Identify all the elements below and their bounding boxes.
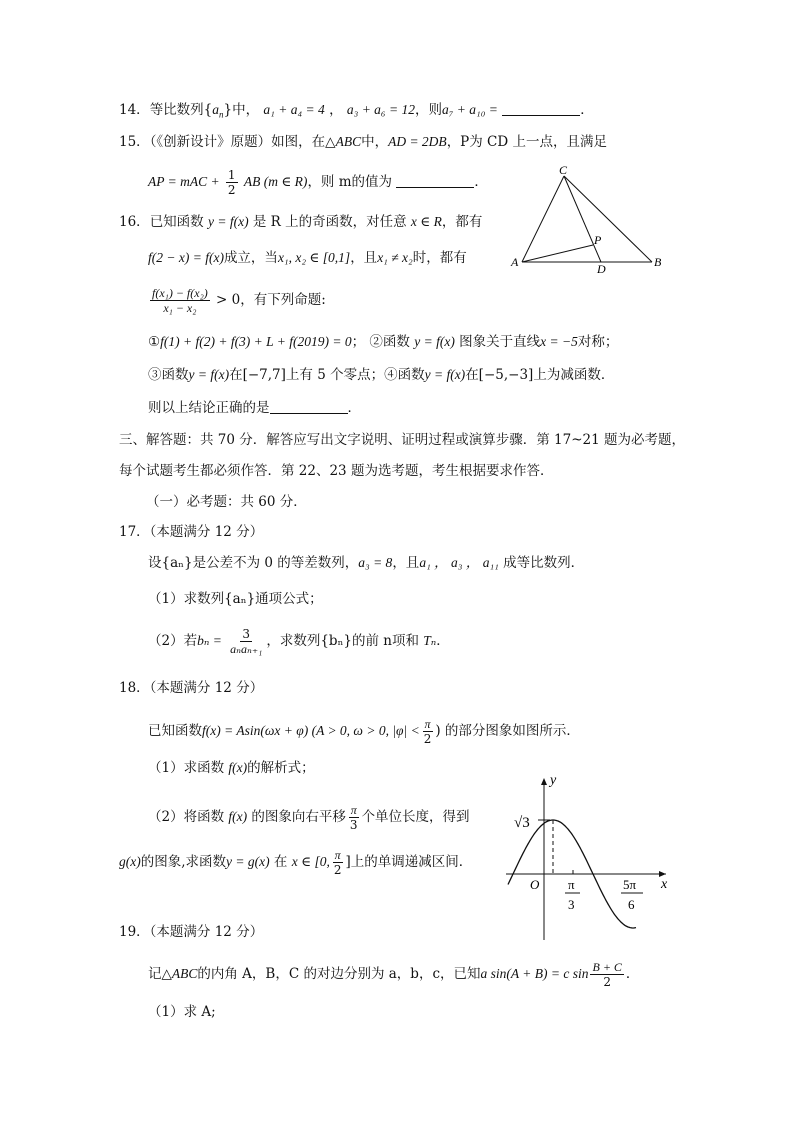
text: > 0，有下列命题: bbox=[216, 292, 326, 308]
math: f(2 − x) = f(x) bbox=[148, 250, 224, 265]
text: ． bbox=[474, 174, 488, 190]
math: y = f(x) bbox=[207, 214, 249, 229]
label-a: A bbox=[511, 255, 519, 269]
text: 在[−7,7]上有 5 个零点；④函数 bbox=[229, 367, 425, 383]
denominator: aₙaₙ₊₁ bbox=[230, 642, 263, 656]
label-pi: π bbox=[568, 877, 575, 892]
problem-17-head: 17．（本题满分 12 分） bbox=[119, 524, 264, 540]
problem-16-line4 bbox=[148, 332, 618, 352]
text: 时，都有 bbox=[412, 250, 467, 266]
text: 图象关于直线 bbox=[459, 334, 541, 350]
math: bₙ = bbox=[197, 633, 222, 648]
text: ． bbox=[625, 966, 640, 982]
answer-blank[interactable] bbox=[270, 399, 348, 414]
numerator: 1 bbox=[227, 168, 236, 182]
text: ． bbox=[436, 633, 450, 649]
problem-18-head: 18．（本题满分 12 分） bbox=[119, 680, 264, 696]
numerator: π bbox=[424, 717, 431, 731]
math: x ∈ R bbox=[410, 214, 442, 229]
math: g(x) bbox=[119, 854, 141, 869]
numerator: B + C bbox=[592, 960, 622, 974]
problem-18-line3 bbox=[119, 846, 472, 878]
math: ABC bbox=[171, 966, 198, 981]
text: 设{aₙ}是公差不为 0 的等差数列， bbox=[148, 555, 359, 571]
text: ，则 m的值为 bbox=[307, 174, 393, 190]
text: ，且 bbox=[392, 555, 420, 571]
label-b: B bbox=[654, 255, 662, 269]
text: 对称； bbox=[577, 334, 619, 350]
problem-18-q2 bbox=[148, 801, 470, 833]
math: x = −5 bbox=[540, 334, 578, 349]
text: ，都有 bbox=[441, 214, 483, 230]
math: a₃ + a₆ = 12 bbox=[346, 102, 415, 117]
fraction-pi-3 bbox=[348, 803, 360, 832]
math: y = f(x) bbox=[414, 334, 455, 349]
text: ]上的单调递减区间． bbox=[345, 854, 473, 870]
text: 记△ bbox=[148, 966, 172, 982]
text: ，求数列{bₙ}的前 n项和 bbox=[266, 633, 419, 649]
text: ③函数 bbox=[148, 367, 189, 383]
difference-quotient bbox=[150, 286, 210, 315]
text: ，则 bbox=[414, 102, 442, 118]
problem-19-head: 19．（本题满分 12 分） bbox=[119, 924, 264, 940]
section-3-line1: 三、解答题：共 70 分．解答应写出文字说明、证明过程或演算步骤．第 17~21 题为必考题， bbox=[119, 432, 686, 448]
problem-15 bbox=[119, 132, 607, 152]
text: （2）若 bbox=[148, 633, 198, 649]
text: 的解析式； bbox=[247, 760, 315, 776]
math: x₁, x₂ ∈ [0,1] bbox=[277, 250, 351, 265]
text: 则以上结论正确的是 bbox=[148, 400, 270, 416]
y-axis-arrow-icon bbox=[541, 778, 547, 785]
label-y: y bbox=[550, 773, 557, 788]
text: 个单位长度，得到 bbox=[361, 809, 470, 825]
problem-number: 16． bbox=[119, 214, 150, 230]
triangle-figure bbox=[508, 160, 668, 275]
text: （《创新设计》原题）如图，在△ bbox=[149, 134, 336, 150]
denominator: 2 bbox=[423, 732, 432, 746]
fraction-pi-2 bbox=[332, 848, 344, 877]
text: 中， bbox=[361, 134, 389, 150]
numerator: π bbox=[334, 848, 341, 862]
math: ABC bbox=[335, 134, 362, 149]
problem-14: 14．等比数列$\{a_n\}$中， a₁ + a₄ = 4 ， a₃ + a₆ = 12，则a₇ + a₁₀ = ． bbox=[119, 102, 594, 120]
math: f(1) + f(2) + f(3) + L + f(2019) = 0 bbox=[160, 334, 352, 349]
math: f(x) = Asin(ωx + φ) (A > 0, ω > 0, |φ| < bbox=[202, 723, 420, 738]
text: ① bbox=[148, 334, 161, 350]
numerator: 3 bbox=[242, 627, 251, 641]
vector-expression: AD = 2DB bbox=[388, 134, 447, 149]
text: ． bbox=[580, 102, 594, 118]
text: ，P为 CD 上一点，且满足 bbox=[446, 134, 608, 150]
text: ，且 bbox=[350, 250, 378, 266]
math: Tₙ bbox=[423, 633, 437, 648]
label-p: P bbox=[594, 233, 602, 247]
label-origin: O bbox=[530, 877, 540, 892]
answer-blank[interactable] bbox=[502, 101, 580, 116]
text: 已知函数 bbox=[149, 214, 204, 230]
math: y = g(x) bbox=[226, 854, 270, 869]
text: 的内角 A，B，C 的对边分别为 a，b，c，已知 bbox=[197, 966, 481, 982]
label-c: C bbox=[559, 163, 568, 177]
problem-number: 14． bbox=[119, 102, 150, 118]
math: $a_n$ bbox=[212, 102, 224, 120]
problem-number: 15． bbox=[119, 134, 150, 150]
math: a sin(A + B) = c sin bbox=[480, 966, 589, 981]
text: （1）求函数 bbox=[148, 760, 225, 776]
label-6: 6 bbox=[628, 897, 635, 912]
text: ) 的部分图象如图所示． bbox=[435, 723, 580, 739]
math: a₇ + a₁₀ = bbox=[441, 102, 498, 117]
math: x₁ ≠ x₂ bbox=[377, 250, 413, 265]
fraction-half bbox=[226, 168, 238, 197]
text: 在[−5,−3]上为减函数． bbox=[465, 367, 615, 383]
problem-16 bbox=[119, 212, 482, 232]
vector-expression: AP = mAC + bbox=[148, 174, 220, 189]
numerator: π bbox=[350, 803, 357, 817]
math: a₁ + a₄ = 4 bbox=[263, 102, 325, 117]
text: 在 bbox=[273, 854, 288, 870]
fraction-bc-2 bbox=[590, 960, 623, 989]
text: ． bbox=[347, 400, 361, 416]
segment-ac bbox=[522, 176, 564, 262]
label-sqrt3: √3 bbox=[514, 815, 530, 831]
denominator: x₁ − x₂ bbox=[163, 301, 197, 315]
denominator: 2 bbox=[227, 183, 236, 197]
text: （2）将函数 bbox=[148, 809, 225, 825]
math: x ∈ [0, bbox=[291, 854, 330, 869]
label-x: x bbox=[661, 877, 668, 892]
text: ； ②函数 bbox=[351, 334, 410, 350]
text: 的图象向右平移 bbox=[251, 809, 346, 825]
segment-ap bbox=[522, 245, 593, 262]
problem-16-line2 bbox=[148, 248, 467, 268]
label-5pi: 5π bbox=[623, 877, 637, 892]
fraction-pi-2 bbox=[422, 717, 434, 746]
problem-16-line3 bbox=[148, 284, 326, 316]
math: a₁ ， a₃ ， a₁₁ bbox=[419, 555, 499, 570]
math: y = f(x) bbox=[424, 367, 466, 382]
math: f(x) bbox=[228, 809, 248, 824]
problem-16-line6 bbox=[148, 398, 361, 418]
math: a₃ = 8 bbox=[358, 555, 393, 570]
problem-16-line5 bbox=[148, 365, 614, 385]
problem-15-line2 bbox=[148, 168, 488, 197]
math: y = f(x) bbox=[188, 367, 230, 382]
fraction-bn bbox=[228, 627, 264, 656]
problem-17-line1 bbox=[148, 553, 584, 573]
text: 成等比数列． bbox=[503, 555, 585, 571]
problem-18-line1 bbox=[148, 715, 580, 747]
text: 成立，当 bbox=[223, 250, 278, 266]
vector-expression: AB (m ∈ R) bbox=[243, 174, 308, 189]
segment-cd bbox=[564, 176, 601, 262]
sine-graph-figure bbox=[498, 770, 684, 946]
text: 等比数列{ bbox=[149, 102, 213, 118]
problem-17-q1: （1）求数列{aₙ}通项公式； bbox=[148, 591, 323, 607]
problem-17-q2 bbox=[148, 625, 450, 657]
text: 已知函数 bbox=[148, 723, 202, 739]
denominator: 2 bbox=[333, 863, 342, 877]
problem-18-q1 bbox=[148, 758, 315, 778]
answer-blank[interactable] bbox=[396, 173, 474, 188]
denominator: 2 bbox=[603, 975, 612, 989]
numerator: f(x₁) − f(x₂) bbox=[152, 286, 208, 300]
label-d: D bbox=[597, 262, 606, 275]
section-3-line3: （一）必考题：共 60 分． bbox=[146, 494, 307, 510]
math: f(x) bbox=[228, 760, 248, 775]
problem-19-q1: （1）求 A; bbox=[148, 1004, 216, 1020]
text: }中， bbox=[223, 102, 260, 118]
problem-19-line1 bbox=[148, 958, 639, 990]
text: 是 R 上的奇函数，对任意 bbox=[252, 214, 407, 230]
section-3-line2: 每个试题考生都必须作答．第 22、23 题为选考题，考生根据要求作答． bbox=[119, 463, 554, 479]
denominator: 3 bbox=[349, 818, 358, 832]
text: 的图象,求函数 bbox=[140, 854, 227, 870]
label-3: 3 bbox=[568, 897, 575, 912]
